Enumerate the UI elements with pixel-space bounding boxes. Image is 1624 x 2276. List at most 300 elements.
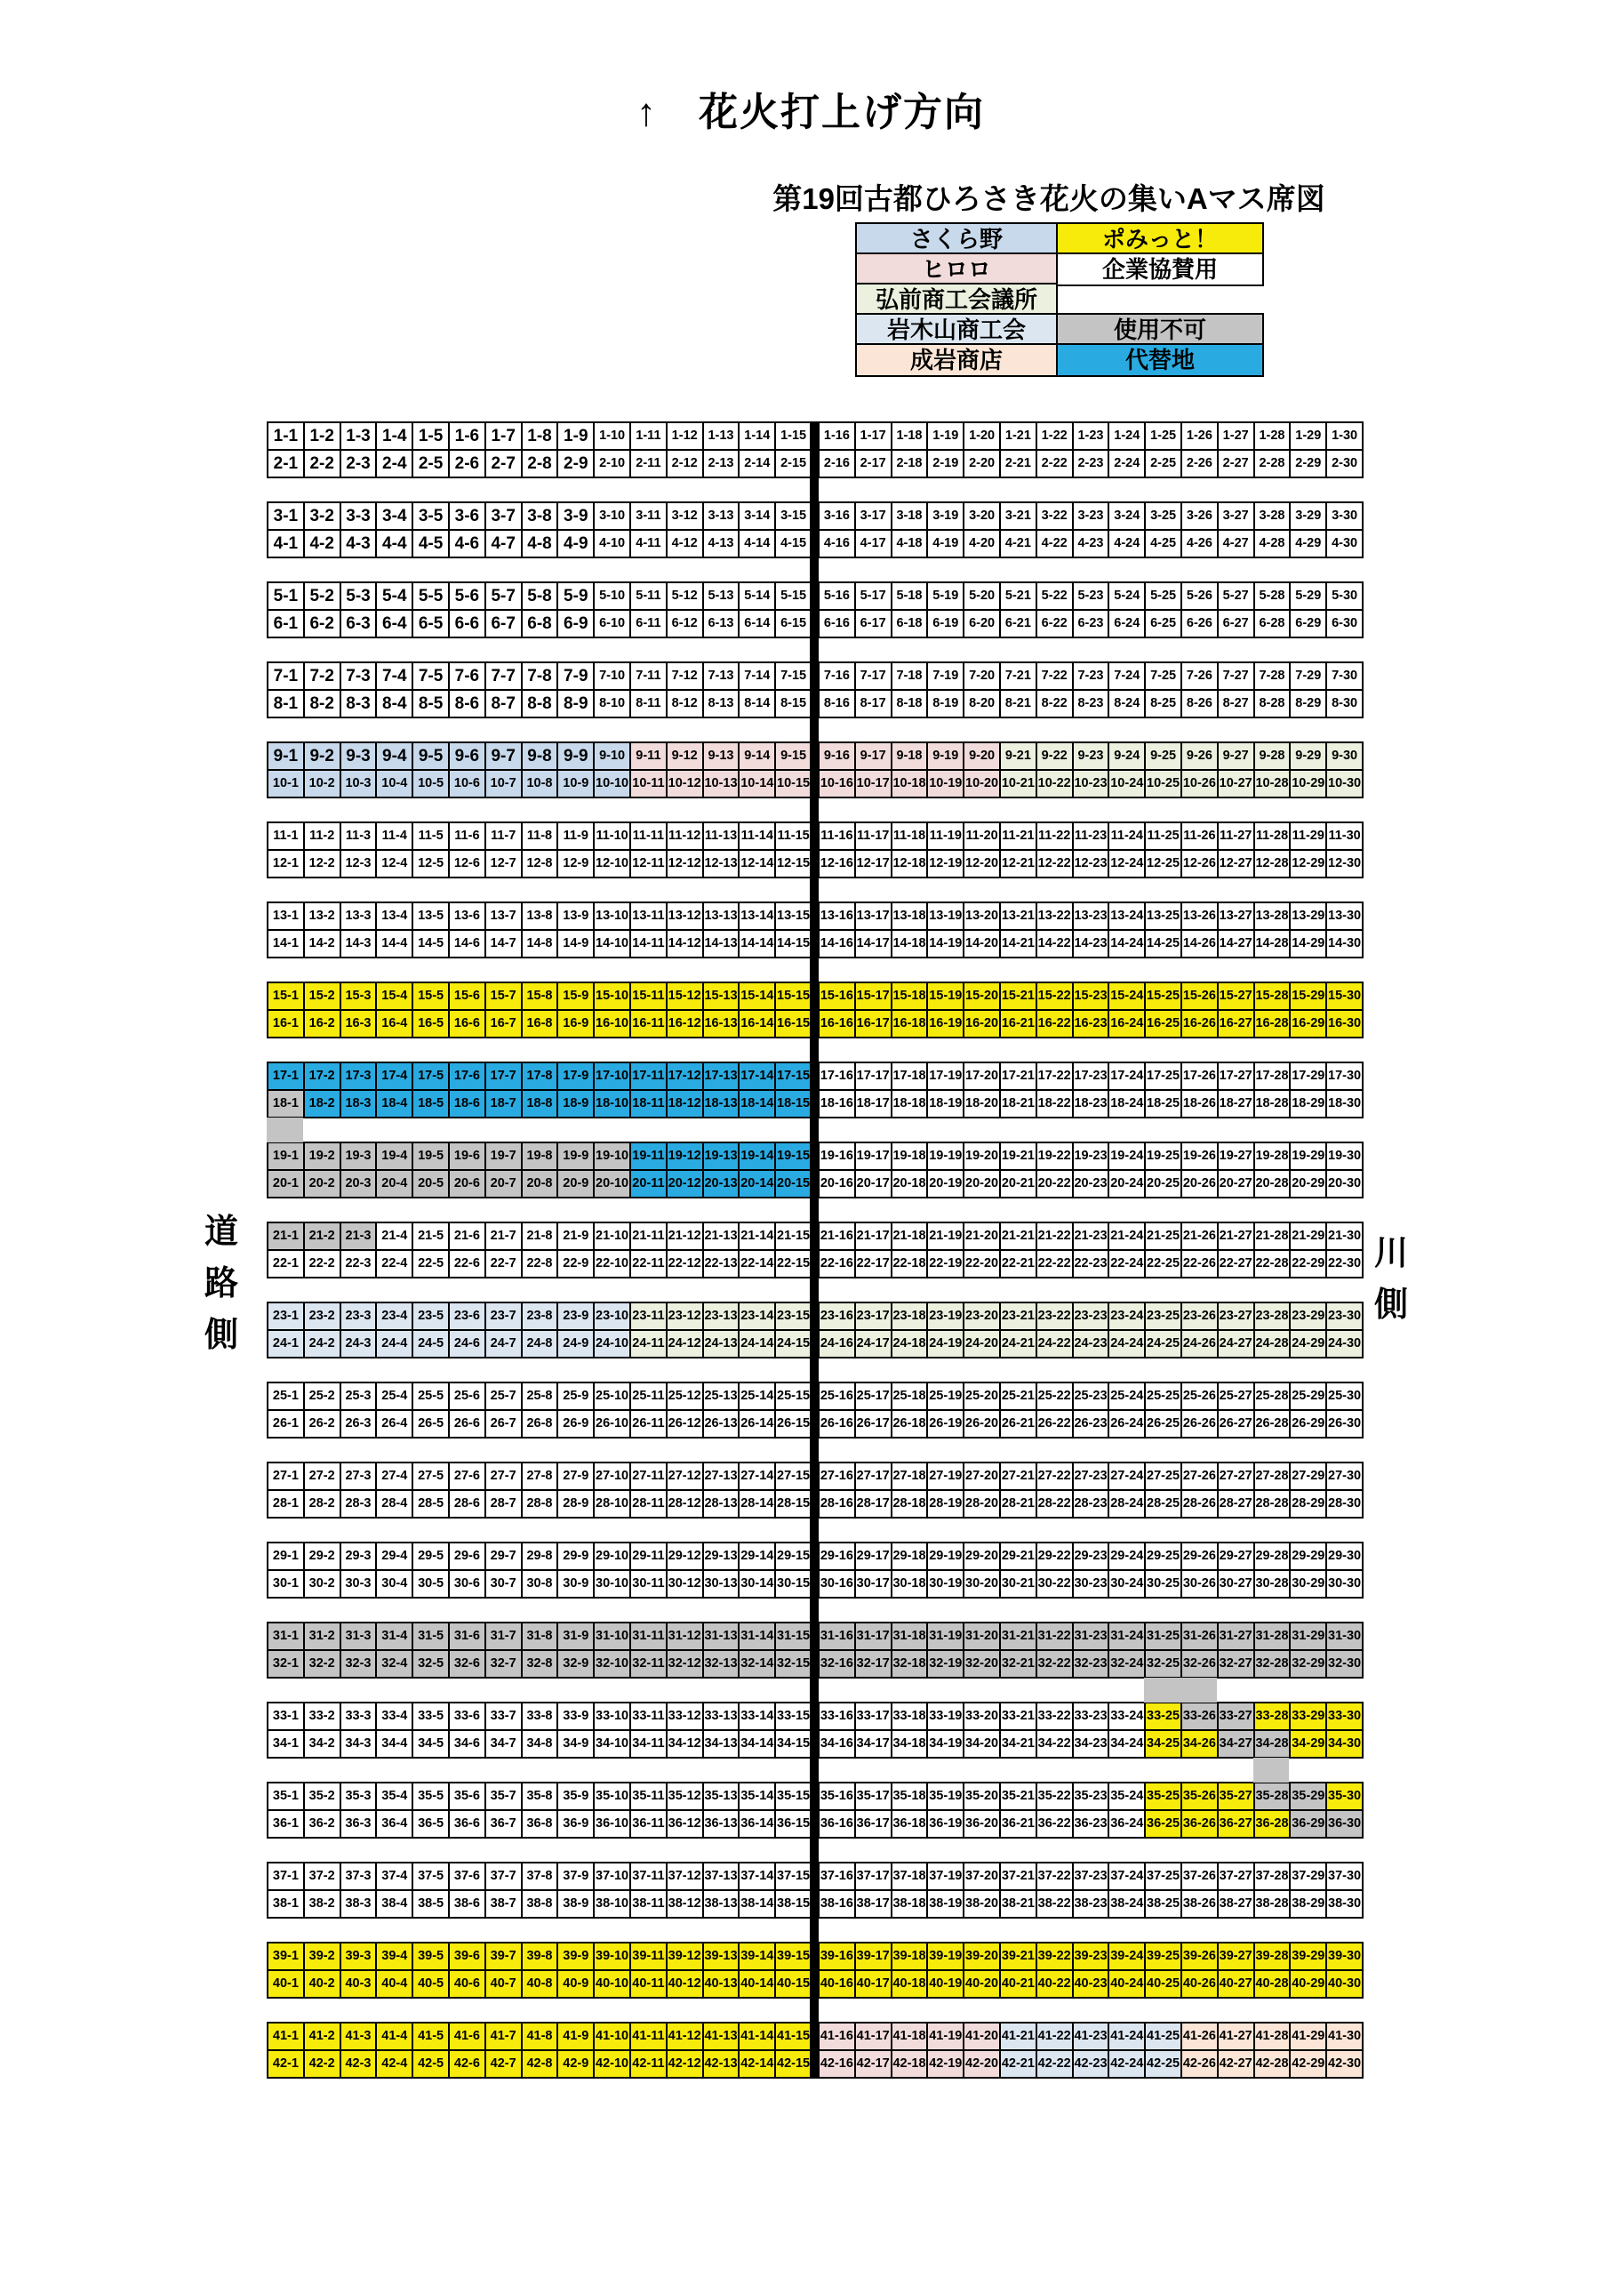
seat-cell: 10-2	[303, 769, 341, 798]
seat-cell: 9-12	[666, 741, 704, 771]
seat-cell: 13-16	[818, 902, 856, 931]
seat-cell: 11-22	[1036, 821, 1074, 851]
seat-cell: 2-22	[1036, 449, 1074, 478]
seat-cell: 27-3	[340, 1462, 378, 1491]
seat-cell: 27-19	[926, 1462, 964, 1491]
seat-cell: 29-28	[1253, 1542, 1292, 1571]
seat-cell: 4-27	[1217, 529, 1255, 558]
seat-cell: 30-8	[521, 1569, 559, 1599]
seat-cell: 11-1	[267, 821, 305, 851]
seat-cell: 16-17	[854, 1009, 892, 1038]
seat-cell: 36-10	[593, 1809, 631, 1839]
seat-cell: 3-7	[484, 501, 523, 531]
seat-cell: 31-14	[738, 1622, 776, 1651]
seat-cell: 16-29	[1289, 1009, 1327, 1038]
seat-cell: 28-14	[738, 1489, 776, 1519]
seat-cell: 25-13	[702, 1382, 740, 1411]
seat-cell: 20-8	[521, 1169, 559, 1198]
seat-cell: 18-5	[412, 1089, 450, 1118]
seat-cell: 2-25	[1144, 449, 1182, 478]
seat-cell: 7-2	[303, 661, 341, 691]
seat-cell: 33-5	[412, 1702, 450, 1731]
seat-cell: 2-6	[448, 449, 486, 478]
seat-cell: 25-12	[666, 1382, 704, 1411]
seat-cell: 30-1	[267, 1569, 305, 1599]
seat-cell: 27-1	[267, 1462, 305, 1491]
seat-cell: 10-26	[1180, 769, 1219, 798]
seat-cell: 41-29	[1289, 2022, 1327, 2051]
seat-cell: 3-28	[1253, 501, 1292, 531]
seat-cell: 4-30	[1325, 529, 1364, 558]
seat-cell: 19-15	[774, 1142, 812, 1171]
seat-cell: 23-22	[1036, 1302, 1074, 1331]
seat-cell: 18-26	[1180, 1089, 1219, 1118]
seat-cell: 39-22	[1036, 1942, 1074, 1971]
seat-cell: 4-16	[818, 529, 856, 558]
seat-cell: 39-9	[556, 1942, 595, 1971]
seat-cell: 26-11	[629, 1409, 668, 1439]
seat-cell: 35-10	[593, 1782, 631, 1811]
seat-cell: 21-19	[926, 1222, 964, 1251]
seat-cell: 39-2	[303, 1942, 341, 1971]
seat-cell: 14-9	[556, 929, 595, 958]
seat-cell: 26-20	[963, 1409, 1001, 1439]
seat-cell: 40-17	[854, 1969, 892, 1999]
seat-cell: 28-17	[854, 1489, 892, 1519]
seat-cell: 6-12	[666, 609, 704, 638]
seat-cell: 34-5	[412, 1729, 450, 1759]
seat-cell: 37-8	[521, 1862, 559, 1891]
seat-cell: 36-27	[1217, 1809, 1255, 1839]
seat-cell: 13-23	[1072, 902, 1110, 931]
seat-cell: 1-23	[1072, 421, 1110, 451]
seat-cell: 30-6	[448, 1569, 486, 1599]
seat-cell: 31-8	[521, 1622, 559, 1651]
seat-cell: 18-15	[774, 1089, 812, 1118]
seat-cell: 8-18	[891, 689, 929, 718]
seat-cell: 25-20	[963, 1382, 1001, 1411]
seat-cell: 6-11	[629, 609, 668, 638]
seat-cell: 36-12	[666, 1809, 704, 1839]
seat-cell: 36-28	[1253, 1809, 1292, 1839]
seat-cell: 20-24	[1108, 1169, 1146, 1198]
seat-cell: 27-20	[963, 1462, 1001, 1491]
seat-cell: 22-4	[375, 1249, 413, 1278]
seat-cell: 20-3	[340, 1169, 378, 1198]
seat-cell: 38-18	[891, 1889, 929, 1919]
seat-cell: 40-1	[267, 1969, 305, 1999]
seat-cell: 15-25	[1144, 982, 1182, 1011]
seat-cell: 28-13	[702, 1489, 740, 1519]
seat-cell: 33-20	[963, 1702, 1001, 1731]
seat-cell: 22-12	[666, 1249, 704, 1278]
seat-cell: 38-19	[926, 1889, 964, 1919]
seat-cell: 23-5	[412, 1302, 450, 1331]
seat-cell: 11-10	[593, 821, 631, 851]
seat-cell: 3-17	[854, 501, 892, 531]
seat-cell: 30-10	[593, 1569, 631, 1599]
seat-cell: 41-24	[1108, 2022, 1146, 2051]
seat-cell: 7-23	[1072, 661, 1110, 691]
seat-cell: 25-10	[593, 1382, 631, 1411]
seat-cell: 20-2	[303, 1169, 341, 1198]
seat-cell: 22-9	[556, 1249, 595, 1278]
seat-cell: 11-16	[818, 821, 856, 851]
seat-cell: 33-6	[448, 1702, 486, 1731]
seat-cell: 26-30	[1325, 1409, 1364, 1439]
seat-cell: 34-24	[1108, 1729, 1146, 1759]
seat-cell: 27-25	[1144, 1462, 1182, 1491]
seat-cell: 26-3	[340, 1409, 378, 1439]
seat-cell: 27-23	[1072, 1462, 1110, 1491]
seat-cell: 21-28	[1253, 1222, 1292, 1251]
seat-cell: 4-3	[340, 529, 378, 558]
seat-cell: 9-3	[340, 741, 378, 771]
seat-cell: 3-27	[1217, 501, 1255, 531]
seat-cell: 27-22	[1036, 1462, 1074, 1491]
seat-cell: 35-4	[375, 1782, 413, 1811]
seat-cell: 32-29	[1289, 1649, 1327, 1679]
seat-cell: 42-12	[666, 2049, 704, 2079]
seat-cell: 5-15	[774, 581, 812, 611]
seat-cell: 27-13	[702, 1462, 740, 1491]
seat-cell: 24-6	[448, 1329, 486, 1358]
seat-cell: 38-20	[963, 1889, 1001, 1919]
seat-cell: 12-25	[1144, 849, 1182, 878]
seat-cell: 19-11	[629, 1142, 668, 1171]
seat-cell: 28-23	[1072, 1489, 1110, 1519]
seat-cell: 31-17	[854, 1622, 892, 1651]
seat-cell: 28-24	[1108, 1489, 1146, 1519]
seat-cell: 13-19	[926, 902, 964, 931]
seat-cell: 38-15	[774, 1889, 812, 1919]
seat-cell: 29-29	[1289, 1542, 1327, 1571]
seat-cell: 1-2	[303, 421, 341, 451]
seat-cell: 42-3	[340, 2049, 378, 2079]
seat-cell: 40-29	[1289, 1969, 1327, 1999]
seat-cell: 21-17	[854, 1222, 892, 1251]
seat-cell: 25-27	[1217, 1382, 1255, 1411]
seat-cell: 31-4	[375, 1622, 413, 1651]
seat-cell: 5-20	[963, 581, 1001, 611]
seat-cell: 32-2	[303, 1649, 341, 1679]
seat-cell: 25-7	[484, 1382, 523, 1411]
seat-cell: 35-19	[926, 1782, 964, 1811]
seat-cell: 42-1	[267, 2049, 305, 2079]
seat-cell: 2-2	[303, 449, 341, 478]
seat-cell: 27-17	[854, 1462, 892, 1491]
seat-cell: 4-22	[1036, 529, 1074, 558]
seat-cell: 6-27	[1217, 609, 1255, 638]
seat-cell: 14-25	[1144, 929, 1182, 958]
seat-cell: 32-10	[593, 1649, 631, 1679]
seat-cell: 36-6	[448, 1809, 486, 1839]
seat-cell: 13-12	[666, 902, 704, 931]
seat-cell: 35-24	[1108, 1782, 1146, 1811]
seat-cell: 17-16	[818, 1062, 856, 1091]
seat-cell: 23-30	[1325, 1302, 1364, 1331]
seat-cell: 37-30	[1325, 1862, 1364, 1891]
seat-cell: 7-22	[1036, 661, 1074, 691]
seat-cell: 6-1	[267, 609, 305, 638]
seat-cell: 14-24	[1108, 929, 1146, 958]
seat-cell: 15-7	[484, 982, 523, 1011]
seat-map-title: 第19回古都ひろさき花火の集いAマス席図	[772, 182, 1325, 215]
seat-cell: 2-20	[963, 449, 1001, 478]
seat-cell: 7-4	[375, 661, 413, 691]
seat-cell: 9-22	[1036, 741, 1074, 771]
seat-cell: 26-24	[1108, 1409, 1146, 1439]
seat-cell: 24-29	[1289, 1329, 1327, 1358]
seat-cell: 17-25	[1144, 1062, 1182, 1091]
seat-cell: 19-5	[412, 1142, 450, 1171]
seat-cell: 1-18	[891, 421, 929, 451]
seat-cell: 6-14	[738, 609, 776, 638]
seat-cell: 3-1	[267, 501, 305, 531]
seat-cell: 5-25	[1144, 581, 1182, 611]
seat-cell: 24-5	[412, 1329, 450, 1358]
seat-cell: 13-20	[963, 902, 1001, 931]
seat-cell: 40-20	[963, 1969, 1001, 1999]
seat-cell: 4-20	[963, 529, 1001, 558]
seat-cell: 13-21	[999, 902, 1037, 931]
seat-cell: 11-23	[1072, 821, 1110, 851]
seat-cell: 33-12	[666, 1702, 704, 1731]
seat-cell: 12-10	[593, 849, 631, 878]
seat-cell: 39-27	[1217, 1942, 1255, 1971]
seat-cell: 8-25	[1144, 689, 1182, 718]
seat-cell: 16-26	[1180, 1009, 1219, 1038]
seat-cell: 35-8	[521, 1782, 559, 1811]
seat-cell: 21-23	[1072, 1222, 1110, 1251]
seat-cell: 28-26	[1180, 1489, 1219, 1519]
seat-cell: 6-6	[448, 609, 486, 638]
seat-cell: 29-3	[340, 1542, 378, 1571]
seat-cell: 38-13	[702, 1889, 740, 1919]
seat-cell: 21-1	[267, 1222, 305, 1251]
seat-cell: 15-12	[666, 982, 704, 1011]
seat-cell: 39-15	[774, 1942, 812, 1971]
seat-cell: 21-11	[629, 1222, 668, 1251]
seat-cell: 21-25	[1144, 1222, 1182, 1251]
seat-cell: 7-20	[963, 661, 1001, 691]
seat-cell: 36-24	[1108, 1809, 1146, 1839]
seat-cell: 36-22	[1036, 1809, 1074, 1839]
seat-cell: 23-3	[340, 1302, 378, 1331]
seat-cell: 13-10	[593, 902, 631, 931]
seat-cell: 40-27	[1217, 1969, 1255, 1999]
seat-cell: 30-15	[774, 1569, 812, 1599]
seat-cell: 8-11	[629, 689, 668, 718]
seat-cell: 26-8	[521, 1409, 559, 1439]
seat-cell: 41-12	[666, 2022, 704, 2051]
seat-cell: 39-20	[963, 1942, 1001, 1971]
seat-cell: 5-19	[926, 581, 964, 611]
seat-cell: 29-1	[267, 1542, 305, 1571]
seat-cell: 22-10	[593, 1249, 631, 1278]
seat-cell: 19-20	[963, 1142, 1001, 1171]
seat-cell: 34-15	[774, 1729, 812, 1759]
seat-cell: 10-17	[854, 769, 892, 798]
seat-cell: 13-24	[1108, 902, 1146, 931]
seat-cell: 17-20	[963, 1062, 1001, 1091]
seat-cell: 28-27	[1217, 1489, 1255, 1519]
seat-cell: 5-27	[1217, 581, 1255, 611]
seat-cell: 41-20	[963, 2022, 1001, 2051]
seat-cell: 21-18	[891, 1222, 929, 1251]
seat-cell: 1-10	[593, 421, 631, 451]
seat-cell: 37-10	[593, 1862, 631, 1891]
seat-cell: 14-27	[1217, 929, 1255, 958]
seat-cell: 8-3	[340, 689, 378, 718]
seat-cell: 39-24	[1108, 1942, 1146, 1971]
seat-cell: 31-5	[412, 1622, 450, 1651]
seat-cell: 13-17	[854, 902, 892, 931]
seat-cell: 35-26	[1180, 1782, 1219, 1811]
seat-cell: 19-30	[1325, 1142, 1364, 1171]
seat-cell: 32-8	[521, 1649, 559, 1679]
seat-cell: 40-25	[1144, 1969, 1182, 1999]
seat-cell: 19-18	[891, 1142, 929, 1171]
seat-cell: 24-19	[926, 1329, 964, 1358]
seat-cell: 26-25	[1144, 1409, 1182, 1439]
seat-cell: 39-17	[854, 1942, 892, 1971]
seat-cell: 32-15	[774, 1649, 812, 1679]
seat-cell: 35-3	[340, 1782, 378, 1811]
seat-cell: 18-1	[267, 1089, 305, 1118]
seat-cell: 37-9	[556, 1862, 595, 1891]
seat-cell: 10-3	[340, 769, 378, 798]
seat-cell: 8-7	[484, 689, 523, 718]
seat-cell: 2-7	[484, 449, 523, 478]
seat-cell: 29-21	[999, 1542, 1037, 1571]
seat-cell: 26-15	[774, 1409, 812, 1439]
seat-cell: 7-11	[629, 661, 668, 691]
seat-cell: 19-13	[702, 1142, 740, 1171]
seat-cell: 3-6	[448, 501, 486, 531]
seat-cell: 22-27	[1217, 1249, 1255, 1278]
seat-cell: 10-8	[521, 769, 559, 798]
seat-cell: 19-25	[1144, 1142, 1182, 1171]
seat-cell: 23-10	[593, 1302, 631, 1331]
seat-cell: 14-16	[818, 929, 856, 958]
seat-cell: 12-27	[1217, 849, 1255, 878]
seat-cell: 38-8	[521, 1889, 559, 1919]
seat-cell: 24-27	[1217, 1329, 1255, 1358]
seat-cell: 9-7	[484, 741, 523, 771]
seat-cell: 34-17	[854, 1729, 892, 1759]
seat-cell: 32-22	[1036, 1649, 1074, 1679]
seat-cell: 38-1	[267, 1889, 305, 1919]
seat-cell: 2-11	[629, 449, 668, 478]
seat-cell: 5-18	[891, 581, 929, 611]
seat-cell: 28-30	[1325, 1489, 1364, 1519]
seat-cell: 9-13	[702, 741, 740, 771]
seat-cell: 41-9	[556, 2022, 595, 2051]
seat-cell: 29-17	[854, 1542, 892, 1571]
seat-cell: 7-8	[521, 661, 559, 691]
seat-cell: 23-20	[963, 1302, 1001, 1331]
seat-cell: 2-3	[340, 449, 378, 478]
seat-cell: 41-10	[593, 2022, 631, 2051]
seat-cell: 16-25	[1144, 1009, 1182, 1038]
legend	[855, 222, 1264, 375]
seat-cell: 13-27	[1217, 902, 1255, 931]
seat-cell: 18-8	[521, 1089, 559, 1118]
seat-cell: 27-11	[629, 1462, 668, 1491]
seat-cell: 6-21	[999, 609, 1037, 638]
seat-cell: 38-30	[1325, 1889, 1364, 1919]
seat-cell: 2-12	[666, 449, 704, 478]
seat-cell: 42-11	[629, 2049, 668, 2079]
seat-cell: 12-1	[267, 849, 305, 878]
seat-cell: 41-8	[521, 2022, 559, 2051]
seat-cell: 11-19	[926, 821, 964, 851]
seat-cell: 15-18	[891, 982, 929, 1011]
seat-cell: 33-18	[891, 1702, 929, 1731]
seat-cell: 22-23	[1072, 1249, 1110, 1278]
seat-cell: 30-3	[340, 1569, 378, 1599]
seat-cell: 20-5	[412, 1169, 450, 1198]
seat-cell: 14-17	[854, 929, 892, 958]
seat-cell: 14-21	[999, 929, 1037, 958]
seat-cell: 14-8	[521, 929, 559, 958]
seat-cell: 31-21	[999, 1622, 1037, 1651]
seat-cell: 31-9	[556, 1622, 595, 1651]
seat-cell: 15-6	[448, 982, 486, 1011]
seat-cell: 36-7	[484, 1809, 523, 1839]
seat-cell: 3-2	[303, 501, 341, 531]
seat-cell: 26-16	[818, 1409, 856, 1439]
seat-cell: 14-29	[1289, 929, 1327, 958]
seat-cell: 17-29	[1289, 1062, 1327, 1091]
seat-cell: 34-10	[593, 1729, 631, 1759]
seat-cell: 15-11	[629, 982, 668, 1011]
seat-cell: 23-1	[267, 1302, 305, 1331]
center-divider-line	[810, 421, 819, 2079]
seat-cell: 12-16	[818, 849, 856, 878]
seat-cell: 16-11	[629, 1009, 668, 1038]
seat-cell: 2-21	[999, 449, 1037, 478]
seat-cell: 15-19	[926, 982, 964, 1011]
seat-cell: 33-13	[702, 1702, 740, 1731]
seat-cell: 19-12	[666, 1142, 704, 1171]
seat-cell: 9-14	[738, 741, 776, 771]
seat-cell: 13-13	[702, 902, 740, 931]
seat-cell: 32-21	[999, 1649, 1037, 1679]
seat-cell: 4-23	[1072, 529, 1110, 558]
gap-bridge	[267, 1118, 303, 1142]
seat-cell: 41-13	[702, 2022, 740, 2051]
seat-cell: 7-27	[1217, 661, 1255, 691]
legend-item-4-right: 代替地	[1056, 343, 1264, 377]
seat-cell: 2-18	[891, 449, 929, 478]
seat-cell: 25-22	[1036, 1382, 1074, 1411]
seat-cell: 25-26	[1180, 1382, 1219, 1411]
seat-cell: 40-13	[702, 1969, 740, 1999]
seat-cell: 25-14	[738, 1382, 776, 1411]
seat-cell: 3-9	[556, 501, 595, 531]
seat-cell: 5-26	[1180, 581, 1219, 611]
seat-cell: 20-30	[1325, 1169, 1364, 1198]
seat-cell: 2-28	[1253, 449, 1292, 478]
seat-cell: 10-22	[1036, 769, 1074, 798]
seat-cell: 1-30	[1325, 421, 1364, 451]
seat-cell: 30-22	[1036, 1569, 1074, 1599]
seat-cell: 39-12	[666, 1942, 704, 1971]
seat-cell: 14-2	[303, 929, 341, 958]
seat-cell: 42-29	[1289, 2049, 1327, 2079]
